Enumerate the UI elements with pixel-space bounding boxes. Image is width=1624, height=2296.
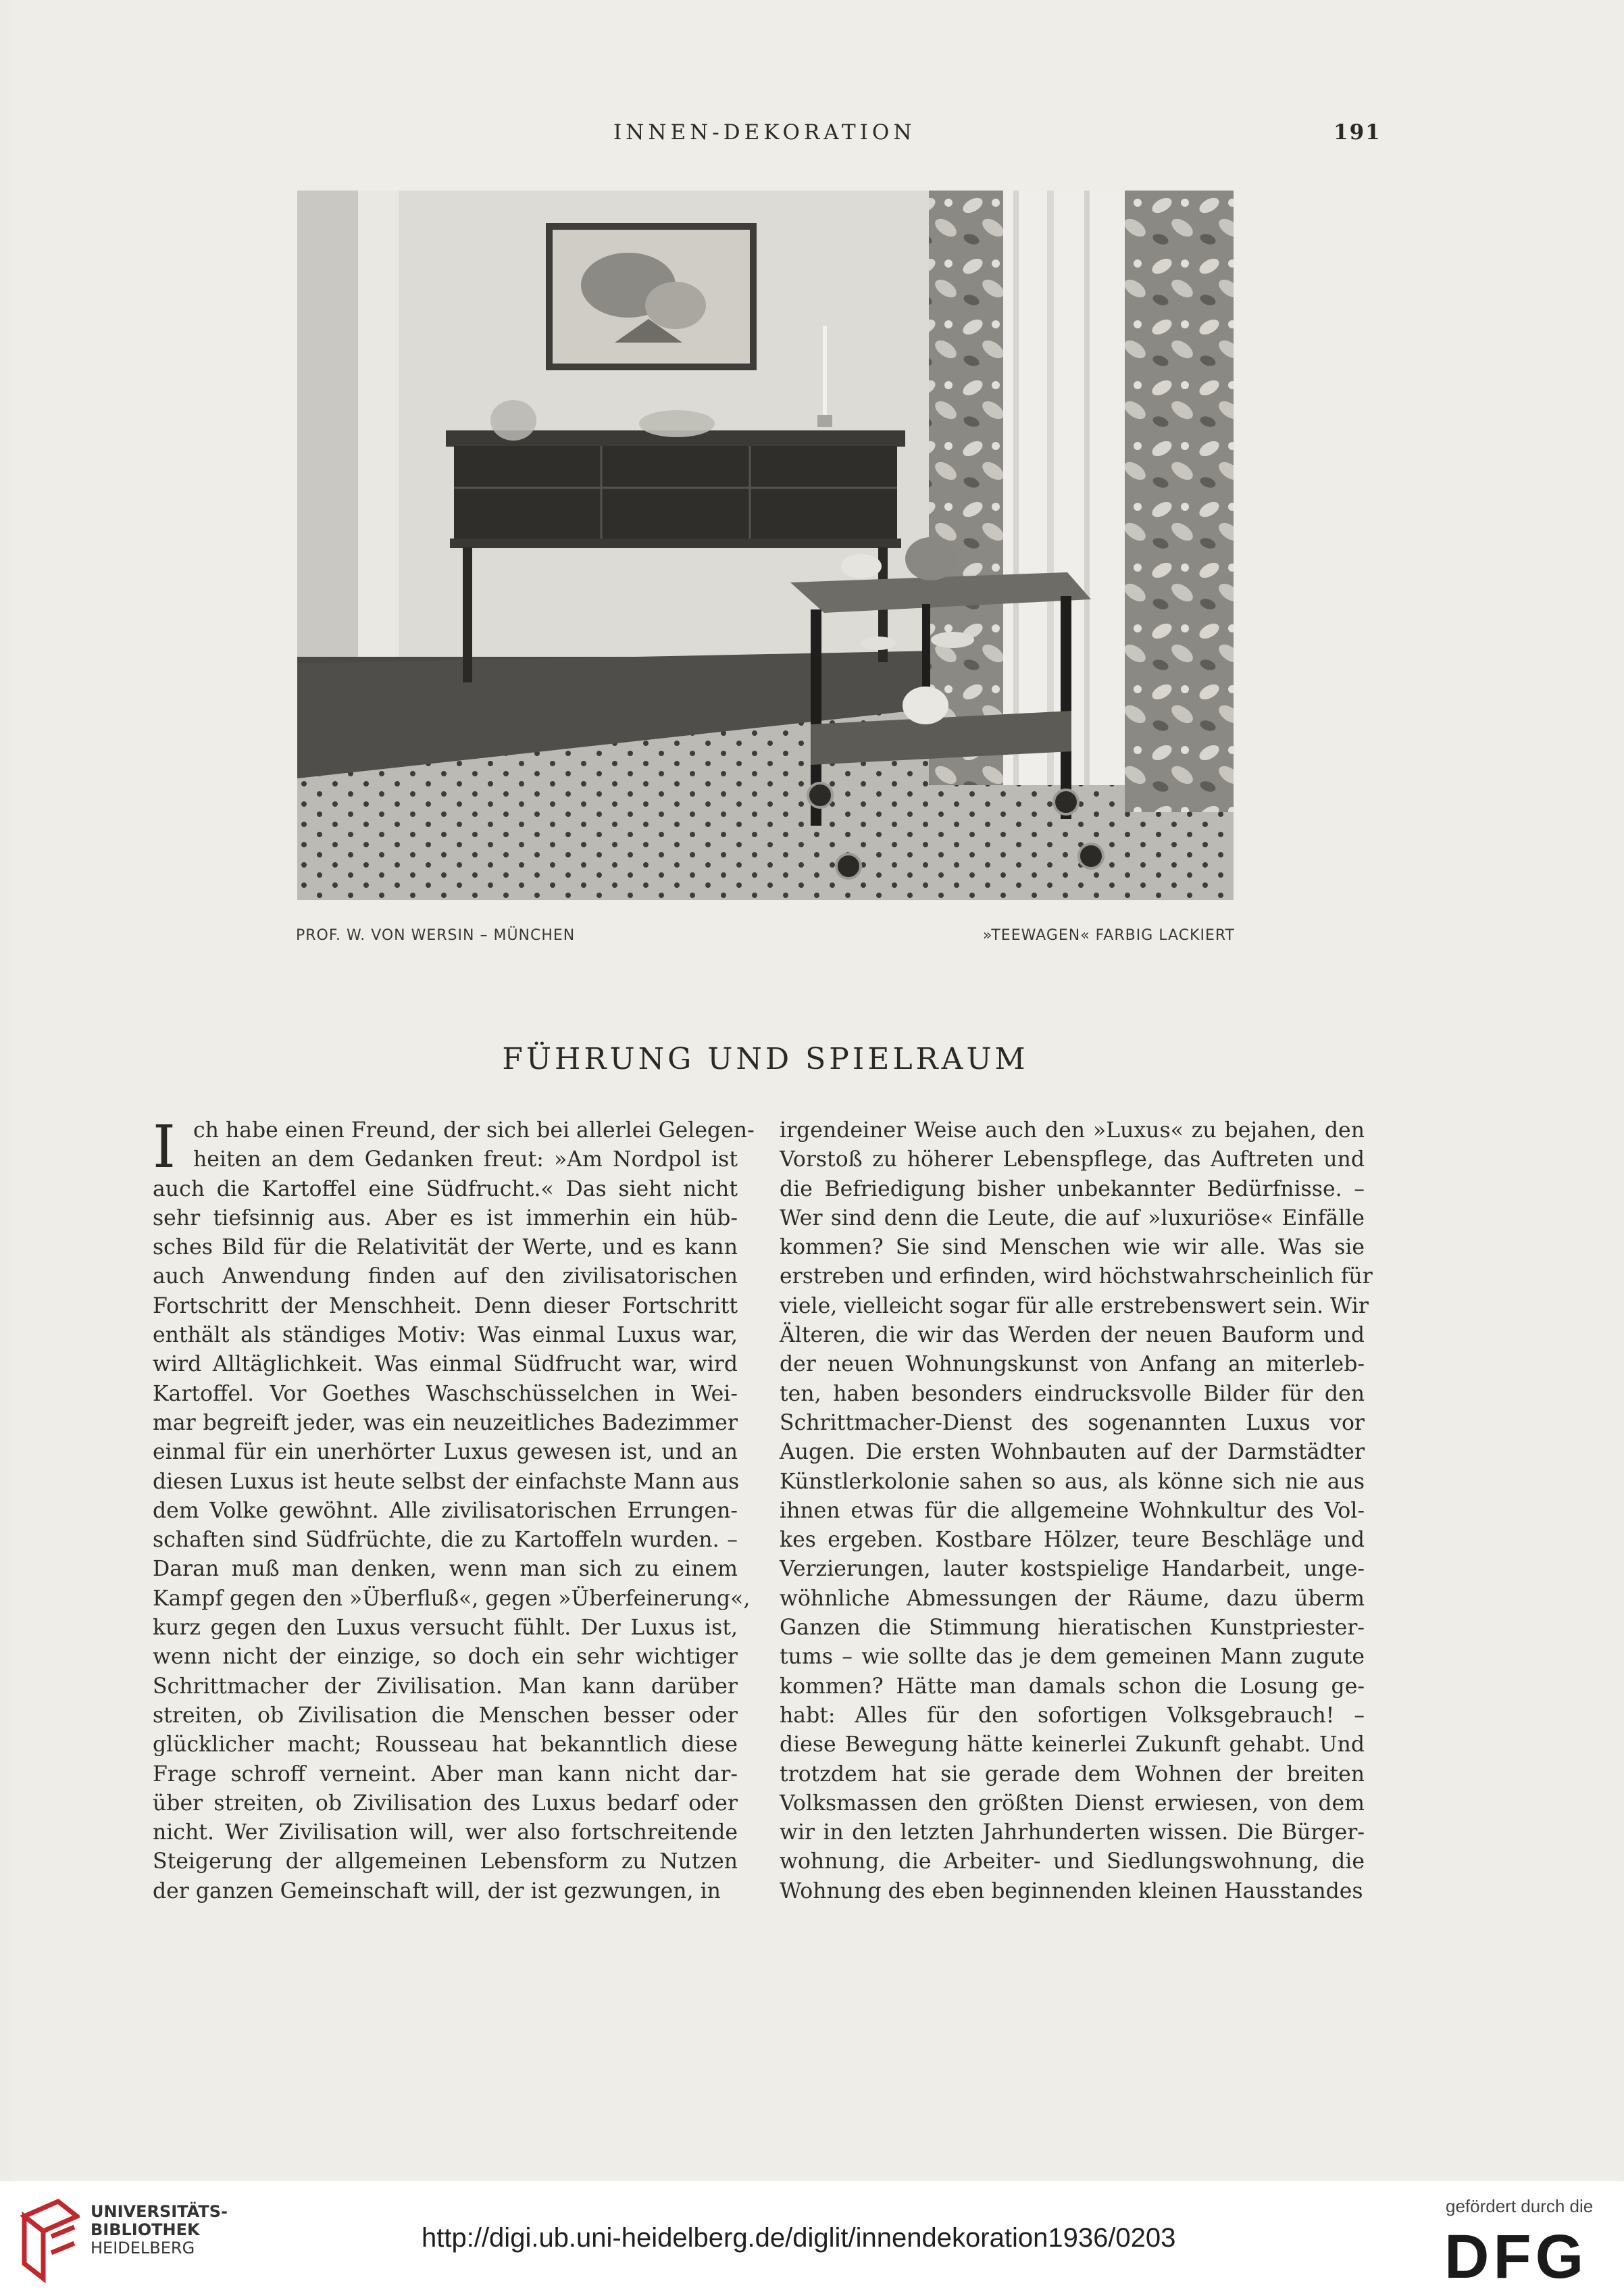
text-line: der neuen Wohnungskunst von Anfang an miterleb-	[780, 1352, 1365, 1377]
text-line: Schrittmacher der Zivilisation. Man kann darüber	[153, 1674, 738, 1699]
text-line: Steigerung der allgemeinen Lebensform zu Nutzen	[153, 1849, 738, 1874]
text-line: ten, haben besonders eindrucksvolle Bilder für den	[780, 1381, 1365, 1406]
text-line: sehr tiefsinnig aus. Aber es ist immerhin ein hüb-	[153, 1205, 738, 1230]
text-line: Künstlerkolonie sahen so aus, als könne sich nie aus	[780, 1469, 1365, 1494]
text-line: Fortschritt der Menschheit. Denn dieser Fortschritt	[153, 1293, 738, 1318]
text-line: Daran muß man denken, wenn man sich zu einem	[153, 1557, 738, 1582]
dfg-logo: DFG	[1444, 2222, 1588, 2291]
page-number: 191	[1334, 120, 1381, 145]
text-line: die Befriedigung bisher unbekannter Bedürfnisse. –	[780, 1176, 1365, 1201]
text-line: auch die Kartoffel eine Südfrucht.« Das sieht nicht	[153, 1176, 738, 1201]
funding-note: gefördert durch die	[1446, 2196, 1594, 2216]
text-line: auch Anwendung finden auf den zivilisatorischen	[153, 1264, 738, 1289]
text-line: Wohnung des eben beginnenden kleinen Hausstandes	[780, 1878, 1363, 1903]
tea-trolley-photo	[297, 191, 1234, 900]
text-line: viele, vielleicht sogar für alle erstrebenswert sein. Wir	[780, 1293, 1369, 1318]
text-line: einmal für ein unerhörter Luxus gewesen ist, und an	[153, 1440, 738, 1465]
text-line: mar begreift jeder, was ein neuzeitliches Badezimmer	[153, 1410, 738, 1435]
text-line: Verzierungen, lauter kostspielige Handarbeit, unge-	[780, 1557, 1365, 1582]
text-line: wenn nicht der einzige, so doch ein sehr wichtiger	[153, 1645, 738, 1670]
figure-caption-author: PROF. W. VON WERSIN – MÜNCHEN	[296, 927, 576, 944]
text-line: wohnung, die Arbeiter- und Siedlungswohnung, die	[780, 1849, 1365, 1874]
text-line: der ganzen Gemeinschaft will, der ist gezwungen, in	[153, 1878, 721, 1903]
text-column-right	[780, 1116, 1373, 1906]
text-column-left	[153, 1114, 755, 1906]
text-line: ch habe einen Freund, der sich bei allerlei Gelegen-	[193, 1118, 755, 1143]
text-line: tums – wie sollte das je dem gemeinen Mann zugute	[780, 1645, 1365, 1670]
text-line: glücklicher macht; Rousseau hat bekanntlich diese	[153, 1732, 738, 1757]
text-line: Augen. Die ersten Wohnbauten auf der Darmstädter	[780, 1440, 1365, 1465]
text-line: Schrittmacher-Dienst des sogenannten Luxus vor	[780, 1410, 1365, 1435]
figure-caption-title: »TEEWAGEN« FARBIG LACKIERT	[982, 927, 1235, 944]
text-line: Kampf gegen den »Überfluß«, gegen »Überfeinerung«,	[153, 1586, 751, 1611]
text-line: habt: Alles für den sofortigen Volksgebrauch! –	[780, 1703, 1365, 1728]
permalink-url[interactable]: http://digi.ub.uni-heidelberg.de/diglit/innendekoration1936/0203	[422, 2223, 1176, 2253]
text-line: wöhnliche Abmessungen der Räume, dazu überm	[780, 1586, 1365, 1611]
text-line: ihnen etwas für die allgemeine Wohnkultur des Vol-	[780, 1498, 1365, 1523]
text-line: diese Bewegung hätte keinerlei Zukunft gehabt. Und	[780, 1732, 1365, 1757]
text-line: nicht. Wer Zivilisation will, wer also fortschreitende	[153, 1820, 738, 1845]
drop-cap: I	[153, 1114, 176, 1181]
text-line: schaften sind Südfrüchte, die zu Kartoffeln wurden. –	[153, 1528, 738, 1553]
text-line: über streiten, ob Zivilisation des Luxus bedarf oder	[153, 1791, 738, 1816]
text-line: kurz gegen den Luxus versucht fühlt. Der Luxus ist,	[153, 1616, 738, 1641]
text-line: Vorstoß zu höherer Lebenspflege, das Auftreten und	[780, 1147, 1365, 1172]
text-line: wird Alltäglichkeit. Was einmal Südfrucht war, wird	[153, 1352, 738, 1377]
text-line: heiten an dem Gedanken freut: »Am Nordpol ist	[193, 1147, 738, 1172]
text-line: enthält als ständiges Motiv: Was einmal Luxus war,	[153, 1323, 738, 1348]
text-line: diesen Luxus ist heute selbst der einfachste Mann aus	[153, 1469, 740, 1494]
digitization-footer	[0, 2181, 1624, 2296]
text-line: Älteren, die wir das Werden der neuen Bauform und	[780, 1323, 1365, 1348]
text-line: kommen? Sie sind Menschen wie wir alle. Was sie	[780, 1235, 1365, 1260]
text-line: dem Volke gewöhnt. Alle zivilisatorischen Errungen-	[153, 1498, 738, 1523]
text-line: Volksmassen den größten Dienst erwiesen, von dem	[780, 1791, 1365, 1816]
text-line: sches Bild für die Relativität der Werte, und es kann	[153, 1235, 738, 1260]
interior-photograph	[297, 191, 1234, 900]
university-library-logo-icon	[18, 2196, 80, 2284]
text-line: kes ergeben. Kostbare Hölzer, teure Beschläge und	[780, 1528, 1365, 1553]
article-title: FÜHRUNG UND SPIELRAUM	[502, 1042, 1029, 1076]
text-line: Kartoffel. Vor Goethes Waschschüsselchen in Wei-	[153, 1381, 738, 1406]
text-line: Ganzen die Stimmung hieratischen Kunstpriester-	[780, 1616, 1365, 1641]
text-line: erstreben und erfinden, wird höchstwahrscheinlich für	[780, 1264, 1373, 1289]
text-line: kommen? Hätte man damals schon die Losung ge-	[780, 1674, 1365, 1699]
running-title: INNEN-DEKORATION	[613, 120, 916, 145]
text-line: Frage schroff verneint. Aber man kann nicht dar-	[153, 1762, 738, 1787]
scanned-page	[12, 0, 1620, 2181]
text-line: trotzdem hat sie gerade dem Wohnen der breiten	[780, 1762, 1365, 1787]
text-line: irgendeiner Weise auch den »Luxus« zu bejahen, den	[780, 1118, 1365, 1143]
library-name: UNIVERSITÄTS- BIBLIOTHEK HEIDELBERG	[91, 2202, 228, 2257]
text-line: Wer sind denn die Leute, die auf »luxuriöse« Einfälle	[780, 1205, 1365, 1230]
text-line: wir in den letzten Jahrhunderten wissen. Die Bürger-	[780, 1820, 1365, 1845]
text-line: streiten, ob Zivilisation die Menschen besser oder	[153, 1703, 738, 1728]
